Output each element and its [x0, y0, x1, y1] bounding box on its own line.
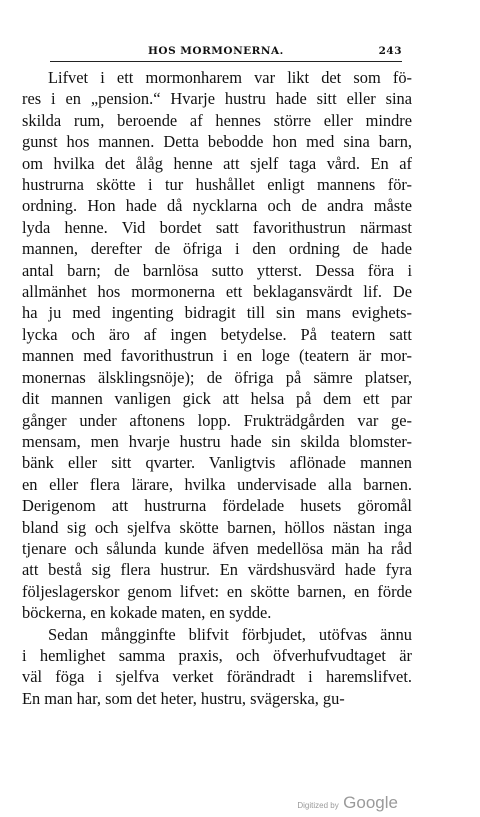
paragraph: [22, 624, 412, 710]
digitized-by-google-watermark: [297, 793, 398, 813]
text-line: mensam, men hvarje hustru hade sin skilda blomster-: [22, 431, 412, 451]
text-line: ha ju med ingenting bidragit till sin mans evighets-: [22, 303, 412, 323]
watermark-prefix: Digitized by: [297, 801, 339, 810]
text-line: Derigenom att hustrurna fördelade husets göromål: [22, 496, 412, 516]
text-line: tjenare och sålunda kunde äfven medellösa män ha råd: [22, 538, 412, 558]
body-text: [22, 67, 412, 709]
text-line: om hvilka det ålåg henne att sjelf taga vård. En af: [22, 153, 412, 173]
text-line: Lifvet i ett mormonharem var likt det som fö-: [48, 68, 412, 87]
paragraph: [22, 67, 412, 624]
text-line: lycka och äro af ingen betydelse. På teatern satt: [22, 324, 412, 344]
text-line: gunst hos mannen. Detta bebodde hon med sina barn,: [22, 132, 412, 152]
text-line: dit mannen vanligen gick att helsa på dem ett par: [22, 389, 412, 409]
text-line: bänk eller sitt qvarter. Vanligtvis aflönade mannen: [22, 453, 412, 473]
text-line: lyda henne. Vid bordet satt favorithustrun närmast: [22, 217, 412, 237]
text-line: i hemlighet samma praxis, och öfverhufvudtaget är: [22, 645, 412, 665]
text-line: en eller flera lärare, hvilka undervisade alla barnen.: [22, 474, 412, 494]
text-line: allmänhet hos mormonerna ett beklagansvärdt lif. De: [22, 282, 412, 302]
text-line: antal barn; de barnlösa sutto ytterst. Dessa föra i: [22, 260, 412, 280]
text-line: mannen med favorithustrun i en loge (teatern är mor-: [22, 346, 412, 366]
text-line: monernas älsklingsnöje); de öfriga på sämre platser,: [22, 367, 412, 387]
text-line: bland sig och sjelfva skötte barnen, höllos nästan inga: [22, 517, 412, 537]
text-line: hustrurna skötte i tur hushållet enligt mannens för-: [22, 175, 412, 195]
text-line: En man har, som det heter, hustru, svägerska, gu-: [22, 688, 345, 708]
text-line: följeslagerskor genom lifvet: en skötte barnen, en förde: [22, 581, 412, 601]
text-line: skilda rum, beroende af hennes större eller mindre: [22, 110, 412, 130]
page-header: [50, 45, 402, 62]
page-number: 243: [378, 45, 402, 57]
text-line: res i en „pension.“ Hvarje hustru hade sitt eller sina: [22, 89, 412, 109]
text-line: Sedan mångginfte blifvit förbjudet, utöfvas ännu: [48, 624, 412, 644]
text-line: böckerna, en kokade maten, en sydde.: [22, 603, 272, 623]
text-line: ordning. Hon hade då nycklarna och de andra måste: [22, 196, 412, 216]
running-title: HOS MORMONERNA.: [148, 45, 284, 57]
text-line: att bestå sig flera hustrur. En värdshusvärd hade fyra: [22, 560, 412, 580]
text-line: väl föga i sjelfva verket förändradt i haremslifvet.: [22, 667, 412, 687]
text-line: mannen, derefter de öfriga i den ordning de hade: [22, 239, 412, 259]
watermark-brand: Google: [343, 793, 398, 812]
text-line: gånger under aftonens lopp. Frukträdgården var ge-: [22, 410, 412, 430]
